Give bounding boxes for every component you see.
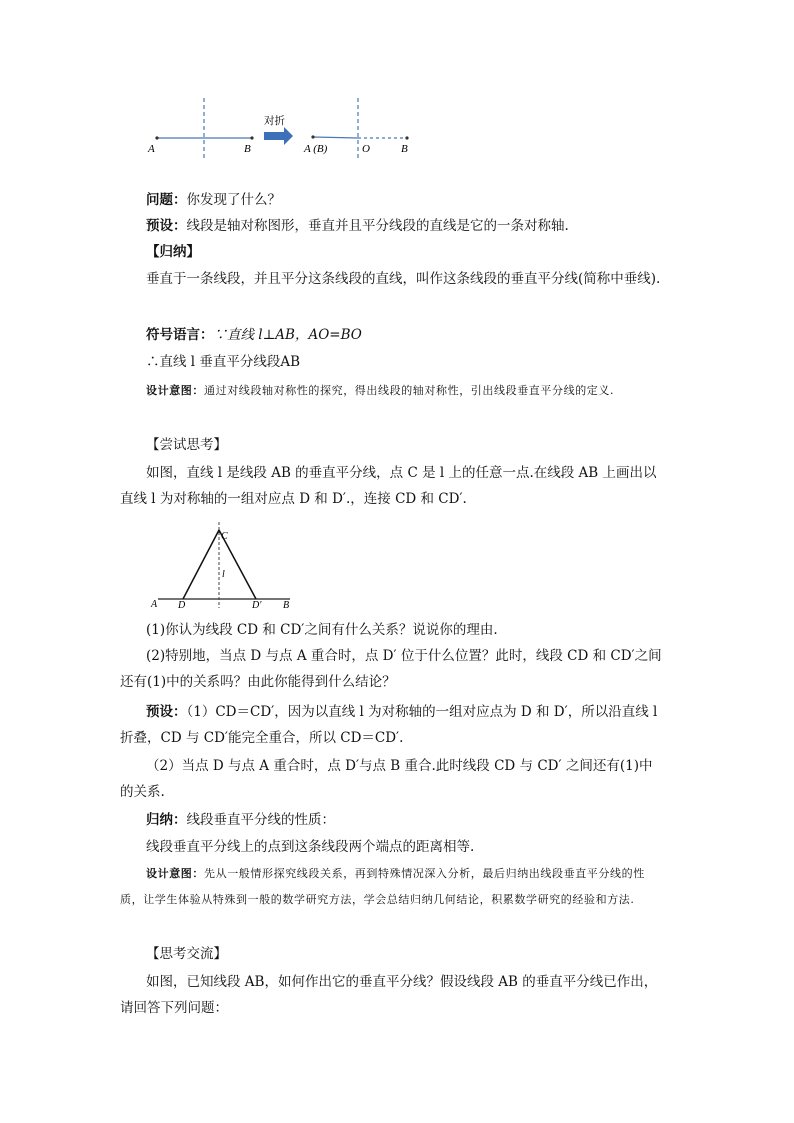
label-a-b-right: A (B) bbox=[304, 143, 328, 155]
label-c: C bbox=[221, 531, 228, 542]
label-d-prime: D′ bbox=[252, 600, 262, 611]
fold-diagram bbox=[140, 92, 430, 162]
symbol-language: 符号语言：∵直线 l⊥AB，AO=BO bbox=[146, 327, 362, 343]
arrow-label: 对折 bbox=[264, 116, 285, 127]
try-think-heading: 【尝试思考】 bbox=[146, 437, 227, 453]
design-intent-1: 设计意图：通过对线段轴对称性的探究，得出线段的轴对称性，引出线段垂直平分线的定义. bbox=[146, 384, 615, 397]
label-b-right: B bbox=[401, 143, 408, 155]
try-think-text: 如图，直线 l 是线段 AB 的垂直平分线，点 C 是 l 上的任意一点.在线段 AB 上画出以直线 l 为对称轴的一组对应点 D 和 D′.，连接 CD 和 CD′. bbox=[120, 465, 657, 507]
preset-line-1: 预设：线段是轴对称图形，垂直并且平分线段的直线是它的一条对称轴. bbox=[146, 218, 569, 234]
bisector-diagram bbox=[145, 520, 305, 612]
label-o-right: O bbox=[362, 143, 370, 155]
preset-line-2: 预设：（1）CD＝CD′，因为以直线 l 为对称轴的一组对应点为 D 和 D′，所以沿直线 l 折叠，CD 与 CD′能完全重合，所以 CD＝CD′. bbox=[120, 704, 658, 746]
property-statement: 线段垂直平分线上的点到这条线段两个端点的距离相等. bbox=[146, 839, 475, 855]
think-exchange-heading: 【思考交流】 bbox=[146, 946, 227, 962]
design-intent-2: 设计意图：先从一般情形探究线段关系，再到特殊情况深入分析，最后归纳出线段垂直平分线的性质，让学生体验从特殊到一般的数学研究方法，学会总结归纳几何结论，积累数学研究的经验和方法. bbox=[120, 867, 645, 906]
fold-arrow-icon bbox=[264, 127, 293, 145]
summary-line-2: 归纳：线段垂直平分线的性质： bbox=[146, 812, 335, 828]
label-d: D bbox=[178, 600, 186, 611]
definition-paragraph: 垂直于一条线段，并且平分这条线段的直线，叫作这条线段的垂直平分线(简称中垂线). bbox=[146, 271, 661, 287]
label-a: A bbox=[151, 599, 158, 610]
summary-heading-1: 【归纳】 bbox=[146, 244, 200, 260]
label-l: l bbox=[222, 569, 225, 580]
preset-line-3: （2）当点 D 与点 A 重合时，点 D′与点 B 重合.此时线段 CD 与 CD′ 之间还有(1)中的关系. bbox=[120, 758, 653, 800]
question-item-1: (1)你认为线段 CD 和 CD′之间有什么关系？说说你的理由. bbox=[146, 622, 498, 638]
label-b-left: B bbox=[244, 143, 251, 155]
label-b: B bbox=[283, 600, 290, 611]
question-item-2: (2)特别地，当点 D 与点 A 重合时，点 D′ 位于什么位置？此时，线段 CD 和 CD′之间还有(1)中的关系吗？由此你能得到什么结论？ bbox=[120, 648, 662, 690]
question-line: 问题：你发现了什么？ bbox=[146, 192, 281, 208]
think-exchange-text: 如图，已知线段 AB，如何作出它的垂直平分线？假设线段 AB 的垂直平分线已作出，请回答下列问题： bbox=[120, 974, 658, 1016]
therefore-line: ∴直线 l 垂直平分线段AB bbox=[146, 354, 301, 370]
segment-a-o bbox=[313, 137, 358, 138]
segment-cd bbox=[183, 530, 219, 599]
label-a-left: A bbox=[148, 143, 155, 155]
